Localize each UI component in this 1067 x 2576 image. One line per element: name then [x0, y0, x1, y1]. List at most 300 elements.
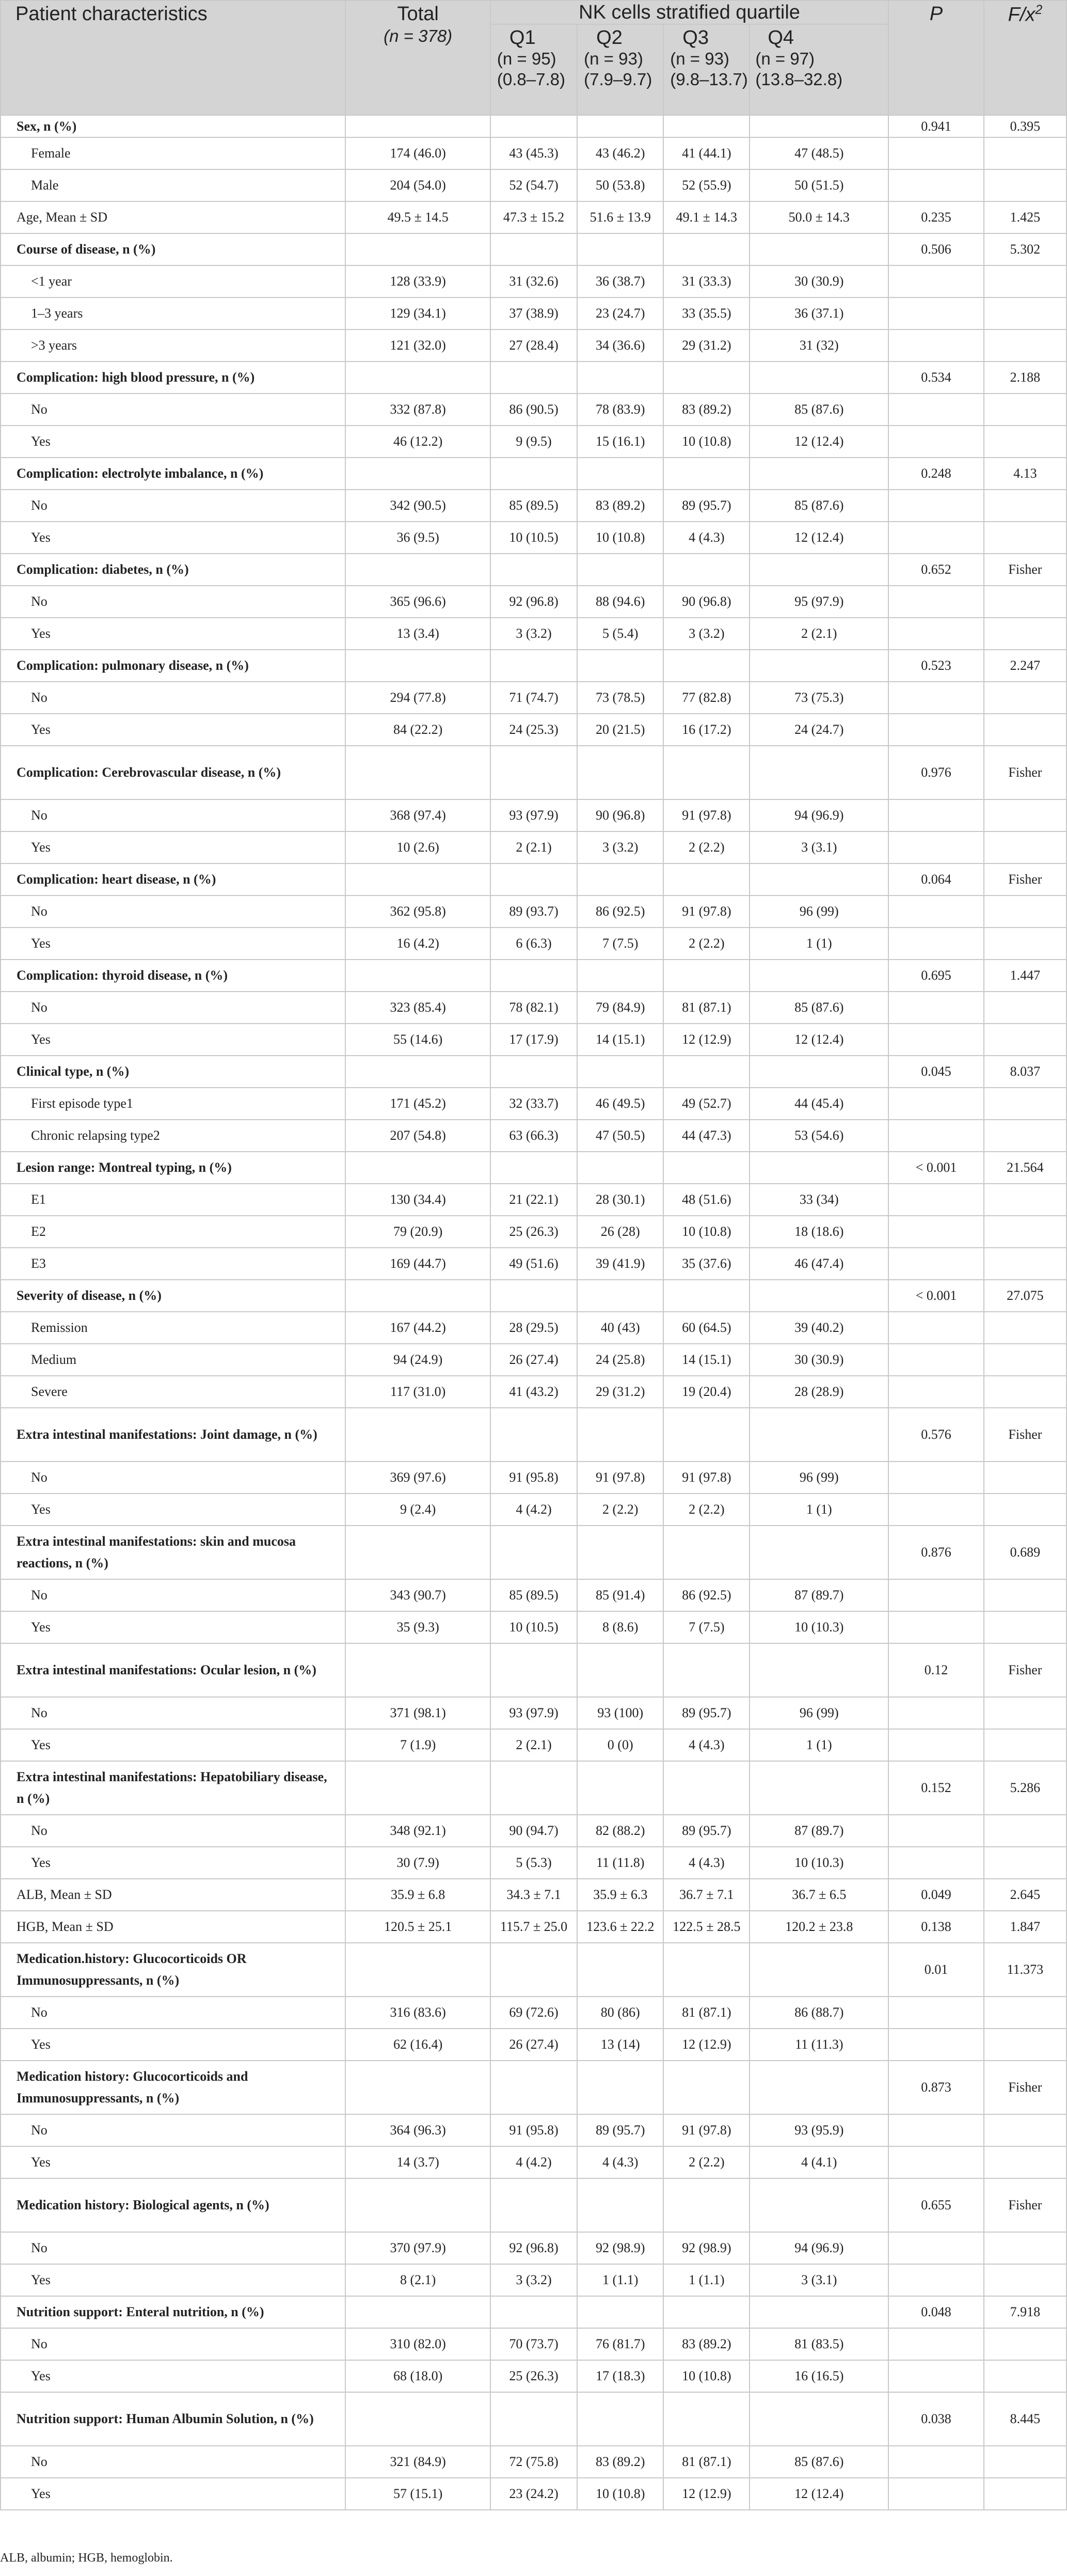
total-value: 368 (97.4): [345, 799, 490, 831]
header-characteristics: Patient characteristics: [1, 1, 345, 115]
p-value: [888, 928, 984, 960]
q3-value: [663, 362, 750, 394]
q4-value: [750, 2392, 888, 2446]
f-value: [984, 2114, 1066, 2146]
row-label: Complication: high blood pressure, n (%): [1, 362, 345, 394]
f-value: [984, 329, 1066, 362]
p-value: [888, 1611, 984, 1643]
q1-value: 10 (10.5): [490, 522, 577, 554]
table-row: [1, 714, 1066, 746]
q1-value: 47.3 ± 15.2: [490, 201, 577, 233]
q1-value: 32 (33.7): [490, 1088, 577, 1120]
p-value: [888, 1344, 984, 1376]
q1-value: 37 (38.9): [490, 297, 577, 329]
p-value: 0.976: [888, 746, 984, 799]
table-footnote: ALB, albumin; HGB, hemoglobin.: [0, 2551, 173, 2565]
q2-value: [577, 554, 663, 586]
q2-value: 14 (15.1): [577, 1024, 663, 1056]
q1-value: 3 (3.2): [490, 618, 577, 650]
q4-value: 28 (28.9): [750, 1376, 888, 1408]
q1-value: 24 (25.3): [490, 714, 577, 746]
q4-value: 11 (11.3): [750, 2029, 888, 2061]
q3-value: 10 (10.8): [663, 2360, 750, 2392]
p-value: 0.876: [888, 1526, 984, 1579]
q1-value: 28 (29.5): [490, 1312, 577, 1344]
q1-value: [490, 863, 577, 896]
q3-value: [663, 1280, 750, 1312]
q3-value: 91 (97.8): [663, 896, 750, 928]
q2-value: 2 (2.2): [577, 1494, 663, 1526]
row-label: Remission: [1, 1312, 345, 1344]
f-value: [984, 2360, 1066, 2392]
total-value: 207 (54.8): [345, 1120, 490, 1152]
f-value: [984, 1344, 1066, 1376]
q2-value: 8 (8.6): [577, 1611, 663, 1643]
p-value: [888, 831, 984, 863]
row-label: ALB, Mean ± SD: [1, 1879, 345, 1911]
q3-value: 4 (4.3): [663, 522, 750, 554]
q4-value: 50 (51.5): [750, 169, 888, 201]
table-row: [1, 831, 1066, 863]
q3-value: 35 (37.6): [663, 1248, 750, 1280]
table-row: [1, 1611, 1066, 1643]
q4-value: 12 (12.4): [750, 1024, 888, 1056]
q4-value: [750, 1280, 888, 1312]
table-row: [1, 1120, 1066, 1152]
q2-value: [577, 2178, 663, 2232]
q3-value: 89 (95.7): [663, 1815, 750, 1847]
table-row: [1, 799, 1066, 831]
total-value: 57 (15.1): [345, 2478, 490, 2510]
q2-value: 3 (3.2): [577, 831, 663, 863]
header-q-range: (13.8–32.8): [755, 70, 843, 89]
total-value: [345, 2178, 490, 2232]
total-value: 120.5 ± 25.1: [345, 1911, 490, 1943]
q1-value: 25 (26.3): [490, 2360, 577, 2392]
q4-value: 3 (3.1): [750, 2264, 888, 2296]
p-value: [888, 1729, 984, 1761]
section-row: [1, 1056, 1066, 1088]
q3-value: 2 (2.2): [663, 2146, 750, 2178]
q2-value: [577, 1943, 663, 1997]
q1-value: 71 (74.7): [490, 682, 577, 714]
total-value: 68 (18.0): [345, 2360, 490, 2392]
q4-value: [750, 115, 888, 137]
table-row: [1, 329, 1066, 362]
q1-value: [490, 960, 577, 992]
q1-value: 2 (2.1): [490, 831, 577, 863]
q1-value: 9 (9.5): [490, 426, 577, 458]
q4-value: 94 (96.9): [750, 799, 888, 831]
f-value: 2.645: [984, 1879, 1066, 1911]
q3-value: 81 (87.1): [663, 2446, 750, 2478]
f-value: [984, 265, 1066, 297]
p-value: [888, 137, 984, 169]
f-value: 11.373: [984, 1943, 1066, 1997]
q4-value: [750, 1643, 888, 1697]
q1-value: [490, 1761, 577, 1815]
q1-value: [490, 1408, 577, 1462]
header-q-n: (n = 93): [584, 49, 643, 68]
p-value: [888, 714, 984, 746]
q4-value: [750, 2296, 888, 2328]
q4-value: 85 (87.6): [750, 992, 888, 1024]
p-value: [888, 1697, 984, 1729]
total-value: [345, 1761, 490, 1815]
q4-value: [750, 2178, 888, 2232]
q2-value: 43 (46.2): [577, 137, 663, 169]
q1-value: 26 (27.4): [490, 2029, 577, 2061]
q4-value: 10 (10.3): [750, 1847, 888, 1879]
row-label: Extra intestinal manifestations: Hepatobiliary disease, n (%): [1, 1761, 345, 1815]
total-value: [345, 458, 490, 490]
q1-value: 43 (45.3): [490, 137, 577, 169]
section-row: [1, 1408, 1066, 1462]
f-value: [984, 1088, 1066, 1120]
q2-value: 15 (16.1): [577, 426, 663, 458]
p-value: 0.01: [888, 1943, 984, 1997]
q4-value: [750, 1943, 888, 1997]
p-value: [888, 2029, 984, 2061]
q1-value: 72 (75.8): [490, 2446, 577, 2478]
f-value: 0.395: [984, 115, 1066, 137]
q3-value: [663, 1056, 750, 1088]
p-value: 0.523: [888, 650, 984, 682]
q2-value: [577, 1152, 663, 1184]
q3-value: 91 (97.8): [663, 799, 750, 831]
total-value: 62 (16.4): [345, 2029, 490, 2061]
row-label: Yes: [1, 2360, 345, 2392]
row-label: Yes: [1, 1729, 345, 1761]
row-label: No: [1, 992, 345, 1024]
q3-value: 12 (12.9): [663, 2478, 750, 2510]
q3-value: 3 (3.2): [663, 618, 750, 650]
total-value: [345, 554, 490, 586]
p-value: 0.064: [888, 863, 984, 896]
p-value: [888, 2232, 984, 2264]
q1-value: [490, 1943, 577, 1997]
table-row: [1, 1697, 1066, 1729]
table-row: [1, 2328, 1066, 2360]
f-value: 8.037: [984, 1056, 1066, 1088]
row-label: Yes: [1, 831, 345, 863]
p-value: [888, 896, 984, 928]
q3-value: [663, 650, 750, 682]
row-label: Chronic relapsing type2: [1, 1120, 345, 1152]
q3-value: [663, 1943, 750, 1997]
q2-value: 89 (95.7): [577, 2114, 663, 2146]
q4-value: 12 (12.4): [750, 2478, 888, 2510]
row-label: E1: [1, 1184, 345, 1216]
row-label: <1 year: [1, 265, 345, 297]
section-row: [1, 233, 1066, 265]
q2-value: 13 (14): [577, 2029, 663, 2061]
q2-value: 11 (11.8): [577, 1847, 663, 1879]
q4-value: 30 (30.9): [750, 1344, 888, 1376]
f-value: [984, 1376, 1066, 1408]
q4-value: 96 (99): [750, 1462, 888, 1494]
q3-value: 10 (10.8): [663, 426, 750, 458]
f-value: [984, 1216, 1066, 1248]
q2-value: [577, 1056, 663, 1088]
header-q1: [490, 24, 577, 115]
q2-value: [577, 1280, 663, 1312]
q3-value: 16 (17.2): [663, 714, 750, 746]
q2-value: 93 (100): [577, 1697, 663, 1729]
p-value: 0.048: [888, 2296, 984, 2328]
header-q3: [663, 24, 750, 115]
q4-value: 87 (89.7): [750, 1579, 888, 1611]
q3-value: 33 (35.5): [663, 297, 750, 329]
q4-value: 96 (99): [750, 1697, 888, 1729]
total-value: 9 (2.4): [345, 1494, 490, 1526]
total-value: [345, 1056, 490, 1088]
table-row: [1, 490, 1066, 522]
q4-value: [750, 1152, 888, 1184]
p-value: [888, 426, 984, 458]
q2-value: [577, 1408, 663, 1462]
row-label: Yes: [1, 2478, 345, 2510]
f-value: [984, 1997, 1066, 2029]
p-value: [888, 1494, 984, 1526]
q4-value: [750, 960, 888, 992]
table-row: [1, 1462, 1066, 1494]
f-value: [984, 1494, 1066, 1526]
p-value: [888, 618, 984, 650]
p-value: [888, 992, 984, 1024]
table-row: [1, 896, 1066, 928]
q1-value: [490, 362, 577, 394]
total-value: 13 (3.4): [345, 618, 490, 650]
q3-value: 36.7 ± 7.1: [663, 1879, 750, 1911]
section-row: [1, 362, 1066, 394]
f-value: 1.447: [984, 960, 1066, 992]
q4-value: 30 (30.9): [750, 265, 888, 297]
header-q-n: (n = 93): [670, 49, 729, 68]
q1-value: 92 (96.8): [490, 586, 577, 618]
q4-value: 2 (2.1): [750, 618, 888, 650]
f-value: [984, 1024, 1066, 1056]
q4-value: 47 (48.5): [750, 137, 888, 169]
total-value: [345, 1943, 490, 1997]
p-value: [888, 1376, 984, 1408]
q3-value: 14 (15.1): [663, 1344, 750, 1376]
header-q-n: (n = 95): [497, 49, 556, 68]
total-value: 121 (32.0): [345, 329, 490, 362]
header-q-label: Q4: [768, 27, 794, 49]
total-value: [345, 863, 490, 896]
q3-value: 12 (12.9): [663, 1024, 750, 1056]
q3-value: [663, 2392, 750, 2446]
table-row: [1, 201, 1066, 233]
q3-value: 83 (89.2): [663, 394, 750, 426]
q2-value: 36 (38.7): [577, 265, 663, 297]
f-value: 1.847: [984, 1911, 1066, 1943]
q3-value: 60 (64.5): [663, 1312, 750, 1344]
total-value: 30 (7.9): [345, 1847, 490, 1879]
f-value: 7.918: [984, 2296, 1066, 2328]
q2-value: 80 (86): [577, 1997, 663, 2029]
row-label: Medium: [1, 1344, 345, 1376]
section-row: [1, 2178, 1066, 2232]
q3-value: [663, 115, 750, 137]
q3-value: [663, 960, 750, 992]
q4-value: 87 (89.7): [750, 1815, 888, 1847]
p-value: [888, 2264, 984, 2296]
q3-value: 2 (2.2): [663, 928, 750, 960]
q4-value: 95 (97.9): [750, 586, 888, 618]
q3-value: 2 (2.2): [663, 1494, 750, 1526]
section-row: [1, 863, 1066, 896]
q3-value: 41 (44.1): [663, 137, 750, 169]
row-label: Yes: [1, 1494, 345, 1526]
f-value: [984, 2232, 1066, 2264]
q2-value: 4 (4.3): [577, 2146, 663, 2178]
table-row: [1, 1847, 1066, 1879]
q1-value: 31 (32.6): [490, 265, 577, 297]
section-row: [1, 960, 1066, 992]
row-label: HGB, Mean ± SD: [1, 1911, 345, 1943]
table-row: [1, 1997, 1066, 2029]
q1-value: 3 (3.2): [490, 2264, 577, 2296]
q3-value: 52 (55.9): [663, 169, 750, 201]
f-value: 5.302: [984, 233, 1066, 265]
total-value: 10 (2.6): [345, 831, 490, 863]
q4-value: 73 (75.3): [750, 682, 888, 714]
table-row: [1, 265, 1066, 297]
row-label: Clinical type, n (%): [1, 1056, 345, 1088]
f-value: [984, 169, 1066, 201]
total-value: [345, 115, 490, 137]
f-value: [984, 1611, 1066, 1643]
q3-value: 10 (10.8): [663, 1216, 750, 1248]
q2-value: 88 (94.6): [577, 586, 663, 618]
f-value: Fisher: [984, 1643, 1066, 1697]
q1-value: [490, 1152, 577, 1184]
q4-value: 93 (95.9): [750, 2114, 888, 2146]
q1-value: [490, 2178, 577, 2232]
f-value: [984, 1312, 1066, 1344]
total-value: 171 (45.2): [345, 1088, 490, 1120]
q3-value: 44 (47.3): [663, 1120, 750, 1152]
total-value: [345, 1643, 490, 1697]
header-q-range: (7.9–9.7): [584, 70, 652, 89]
total-value: 128 (33.9): [345, 265, 490, 297]
row-label: Yes: [1, 1847, 345, 1879]
f-value: [984, 682, 1066, 714]
q2-value: 86 (92.5): [577, 896, 663, 928]
total-value: 8 (2.1): [345, 2264, 490, 2296]
p-value: 0.941: [888, 115, 984, 137]
section-row: [1, 1761, 1066, 1815]
row-label: Complication: thyroid disease, n (%): [1, 960, 345, 992]
q1-value: 5 (5.3): [490, 1847, 577, 1879]
q2-value: 85 (91.4): [577, 1579, 663, 1611]
q4-value: 46 (47.4): [750, 1248, 888, 1280]
table-row: [1, 1024, 1066, 1056]
p-value: [888, 1216, 984, 1248]
q1-value: 34.3 ± 7.1: [490, 1879, 577, 1911]
row-label: Extra intestinal manifestations: Joint damage, n (%): [1, 1408, 345, 1462]
q2-value: [577, 115, 663, 137]
q4-value: [750, 233, 888, 265]
q3-value: 48 (51.6): [663, 1184, 750, 1216]
q1-value: [490, 115, 577, 137]
f-value: [984, 928, 1066, 960]
q4-value: 1 (1): [750, 1494, 888, 1526]
q1-value: 70 (73.7): [490, 2328, 577, 2360]
q3-value: 7 (7.5): [663, 1611, 750, 1643]
q2-value: 20 (21.5): [577, 714, 663, 746]
q3-value: 81 (87.1): [663, 992, 750, 1024]
total-value: 321 (84.9): [345, 2446, 490, 2478]
p-value: 0.873: [888, 2061, 984, 2114]
q3-value: 89 (95.7): [663, 490, 750, 522]
q2-value: 10 (10.8): [577, 2478, 663, 2510]
table-row: [1, 2478, 1066, 2510]
total-value: 94 (24.9): [345, 1344, 490, 1376]
q4-value: 3 (3.1): [750, 831, 888, 863]
total-value: [345, 2392, 490, 2446]
table-row: [1, 1879, 1066, 1911]
section-row: [1, 1526, 1066, 1579]
q1-value: [490, 554, 577, 586]
row-label: No: [1, 1579, 345, 1611]
q1-value: [490, 2392, 577, 2446]
q4-value: 94 (96.9): [750, 2232, 888, 2264]
table-row: [1, 1088, 1066, 1120]
f-value: [984, 1729, 1066, 1761]
table-row: [1, 2446, 1066, 2478]
f-value: 1.425: [984, 201, 1066, 233]
total-value: 117 (31.0): [345, 1376, 490, 1408]
p-value: [888, 1312, 984, 1344]
row-label: No: [1, 2114, 345, 2146]
q2-value: [577, 458, 663, 490]
row-label: 1–3 years: [1, 297, 345, 329]
p-value: [888, 799, 984, 831]
f-value: [984, 137, 1066, 169]
q1-value: 92 (96.8): [490, 2232, 577, 2264]
total-value: [345, 650, 490, 682]
table-row: [1, 1729, 1066, 1761]
table-row: [1, 2360, 1066, 2392]
total-value: 46 (12.2): [345, 426, 490, 458]
row-label: No: [1, 2232, 345, 2264]
total-value: [345, 960, 490, 992]
q2-value: 123.6 ± 22.2: [577, 1911, 663, 1943]
q3-value: 77 (82.8): [663, 682, 750, 714]
row-label: No: [1, 2328, 345, 2360]
q2-value: [577, 233, 663, 265]
total-value: 316 (83.6): [345, 1997, 490, 2029]
q1-value: 2 (2.1): [490, 1729, 577, 1761]
row-label: Nutrition support: Human Albumin Solution, n (%): [1, 2392, 345, 2446]
total-value: [345, 2061, 490, 2114]
section-row: [1, 2296, 1066, 2328]
row-label: Medication history: Biological agents, n (%): [1, 2178, 345, 2232]
q2-value: [577, 1761, 663, 1815]
q2-value: 40 (43): [577, 1312, 663, 1344]
q1-value: 86 (90.5): [490, 394, 577, 426]
total-value: 365 (96.6): [345, 586, 490, 618]
q3-value: 86 (92.5): [663, 1579, 750, 1611]
total-value: 343 (90.7): [345, 1579, 490, 1611]
total-value: 348 (92.1): [345, 1815, 490, 1847]
p-value: [888, 1088, 984, 1120]
f-value: [984, 2146, 1066, 2178]
q4-value: 1 (1): [750, 928, 888, 960]
